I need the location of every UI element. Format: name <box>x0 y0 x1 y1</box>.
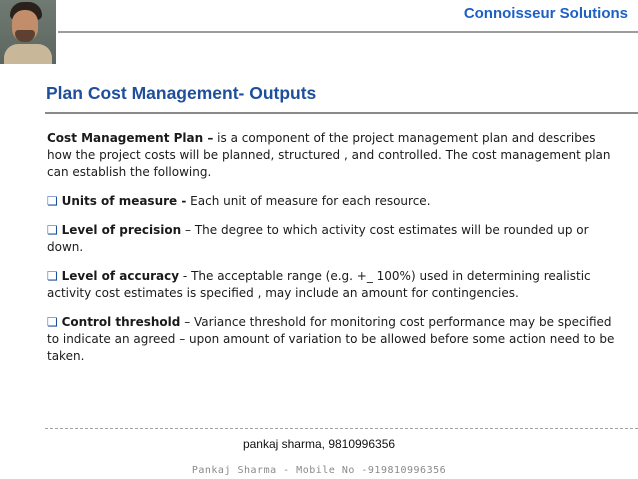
slide-title: Plan Cost Management- Outputs <box>46 83 317 103</box>
intro-text: is a component of the project management plan and describes how the project costs will be planned, structured , and controlled. The cost management plan can establish the following. <box>47 131 611 179</box>
bullet-text: Each unit of measure for each resource. <box>190 194 431 208</box>
checkbox-bullet-icon: ❏ <box>47 269 58 283</box>
bullet-item <box>47 193 617 210</box>
slide-body <box>47 130 617 377</box>
bullet-term: Units of measure - <box>61 194 187 208</box>
checkbox-bullet-icon: ❏ <box>47 315 58 329</box>
bullet-term: Control threshold <box>61 315 181 329</box>
bullet-term: Level of precision <box>61 223 182 237</box>
intro-term: Cost Management Plan – <box>47 131 214 145</box>
bullet-term: Level of accuracy <box>61 269 180 283</box>
bullet-item <box>47 268 617 302</box>
intro-paragraph <box>47 130 617 181</box>
bullet-text: – Variance threshold for monitoring cost performance may be specified to indicate an agreed – upon amount of variation to be allowed before some action need to be taken. <box>47 315 615 363</box>
footer-divider <box>45 428 638 429</box>
bullet-item <box>47 314 617 365</box>
brand-name: Connoisseur Solutions <box>463 5 628 22</box>
watermark-text: Pankaj Sharma - Mobile No -919810996356 <box>191 465 447 476</box>
presenter-photo <box>0 0 56 64</box>
title-divider <box>45 112 638 114</box>
bullet-item <box>47 222 617 256</box>
checkbox-bullet-icon: ❏ <box>47 223 58 237</box>
checkbox-bullet-icon: ❏ <box>47 194 58 208</box>
footer-contact: pankaj sharma, 9810996356 <box>242 437 396 451</box>
bullet-text: - The acceptable range (e.g. +_ 100%) used in determining realistic activity cost estimates is specified , may include an amount for contingencies. <box>47 269 591 300</box>
bullet-text: – The degree to which activity cost estimates will be rounded up or down. <box>47 223 589 254</box>
header-divider <box>58 31 638 33</box>
